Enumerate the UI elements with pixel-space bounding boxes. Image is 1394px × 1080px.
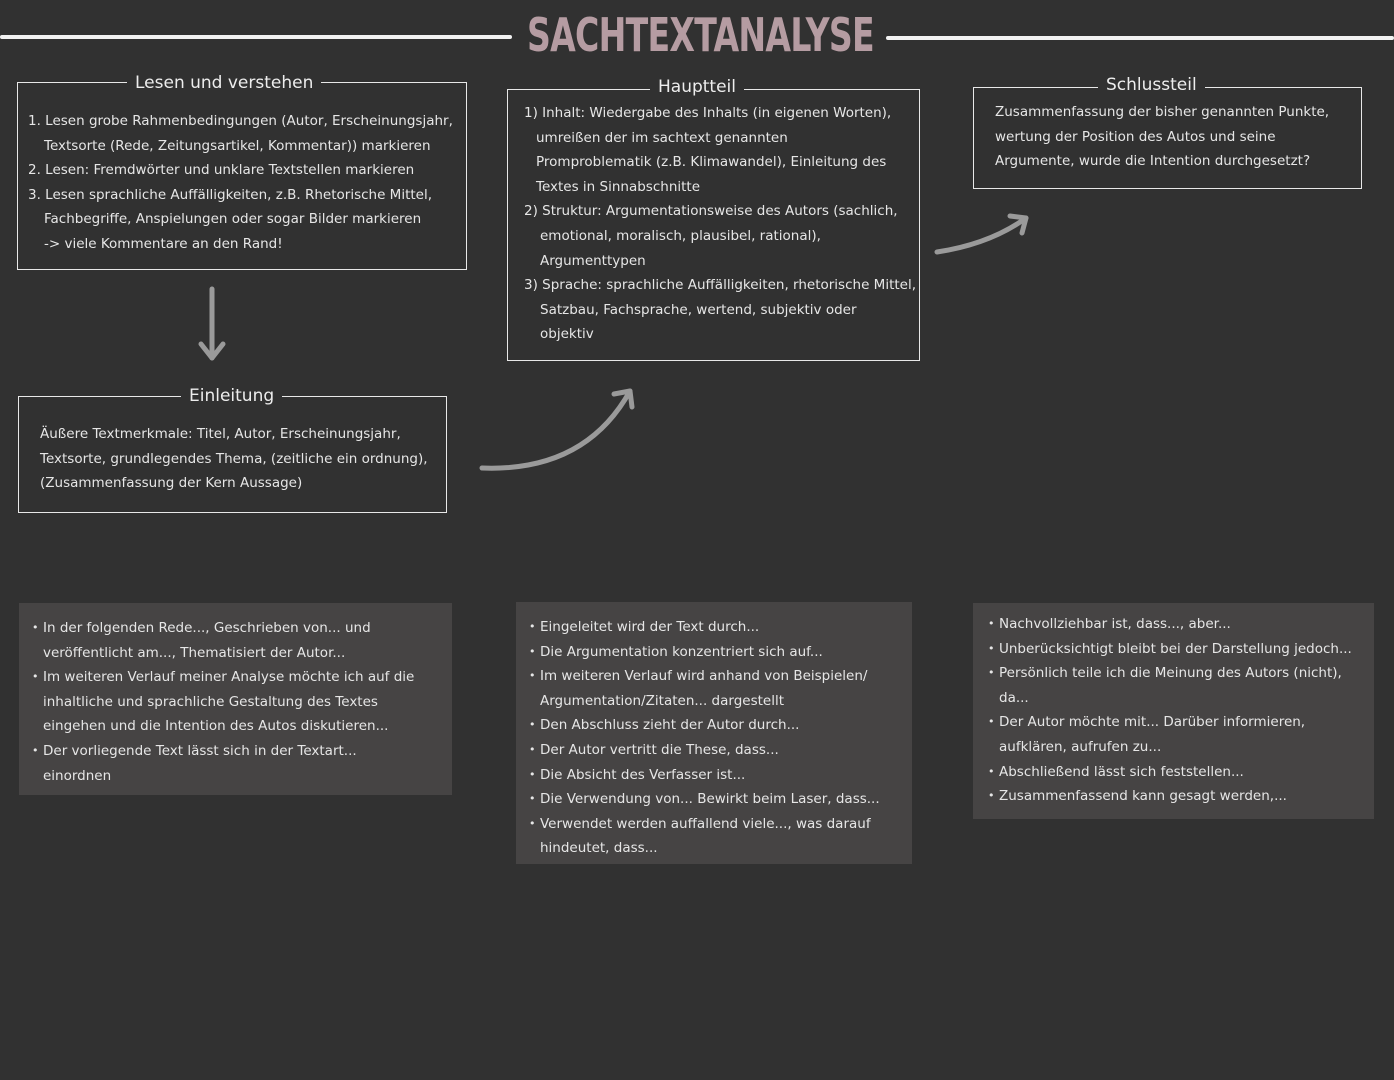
- phrase-line: inhaltliche und sprachliche Gestaltung des Textes: [43, 693, 378, 710]
- phrase-line: hindeutet, dass...: [540, 840, 658, 857]
- phrase-item: [32, 616, 452, 665]
- phrase-item: [32, 739, 452, 788]
- lesen-line-2: Textsorte (Rede, Zeitungsartikel, Kommentar)) markieren: [44, 137, 431, 154]
- schlussteil-line-1: Zusammenfassung der bisher genannten Punkte,: [995, 104, 1330, 120]
- phrase-line: eingehen und die Intention des Autos diskutieren...: [43, 718, 389, 735]
- card-einleitung-phrases: [19, 603, 452, 795]
- phrase-line: da...: [999, 689, 1029, 706]
- phrase-line: • In der folgenden Rede..., Geschrieben von... und: [43, 620, 371, 636]
- phrase-item: [988, 784, 1374, 809]
- phrase-item: [529, 763, 912, 788]
- phrase-list: [988, 612, 1374, 809]
- phrase-line: Argumentation/Zitaten... dargestellt: [540, 692, 785, 709]
- page-title: SACHTEXTANALYSE: [527, 8, 874, 62]
- phrase-list: [529, 615, 912, 861]
- schlussteil-line-2: wertung der Position des Autos und seine: [995, 128, 1276, 145]
- phrase-line: • Den Abschluss zieht der Autor durch...: [540, 717, 800, 734]
- lesen-line-5: Fachbegriffe, Anspielungen oder sogar Bilder markieren: [44, 211, 422, 228]
- phrase-line: • Die Verwendung von... Bewirkt beim Laser, dass...: [540, 791, 880, 808]
- arrow-curve-up-icon: [482, 391, 632, 468]
- phrase-item: [988, 710, 1374, 759]
- phrase-line: • Der Autor möchte mit... Darüber informieren,: [999, 714, 1306, 731]
- phrase-line: • Eingeleitet wird der Text durch...: [540, 619, 760, 635]
- phrase-item: [988, 612, 1374, 637]
- phrase-line: • Unberücksichtigt bleibt bei der Darstellung jedoch...: [999, 640, 1352, 657]
- phrase-line: • Persönlich teile ich die Meinung des Autors (nicht),: [999, 665, 1342, 682]
- phrase-item: [529, 640, 912, 665]
- phrase-line: • Der Autor vertritt die These, dass...: [540, 741, 779, 758]
- box-einleitung-label: Einleitung: [181, 386, 282, 406]
- phrase-line: einordnen: [43, 767, 112, 784]
- phrase-line: aufklären, aufrufen zu...: [999, 738, 1162, 755]
- phrase-line: veröffentlicht am..., Thematisiert der Autor...: [43, 644, 346, 661]
- phrase-list: [32, 616, 452, 788]
- einleitung-line-3: (Zusammenfassung der Kern Aussage): [40, 475, 303, 492]
- box-hauptteil-label: Hauptteil: [650, 77, 744, 97]
- lesen-line-6: -> viele Kommentare an den Rand!: [44, 235, 283, 252]
- einleitung-line-1: Äußere Textmerkmale: Titel, Autor, Erscheinungsjahr,: [40, 426, 401, 442]
- phrase-item: [529, 615, 912, 640]
- phrase-item: [32, 665, 452, 739]
- box-lesen-label: Lesen und verstehen: [127, 73, 321, 93]
- phrase-line: • Der vorliegende Text lässt sich in der Textart...: [43, 742, 357, 759]
- hauptteil-line-3: Promproblematik (z.B. Klimawandel), Einleitung des: [536, 154, 887, 171]
- lesen-line-3: 2. Lesen: Fremdwörter und unklare Textstellen markieren: [28, 162, 415, 179]
- phrase-line: • Im weiteren Verlauf wird anhand von Beispielen/: [540, 668, 868, 685]
- einleitung-line-2: Textsorte, grundlegendes Thema, (zeitliche ein ordnung),: [40, 450, 428, 467]
- phrase-item: [529, 713, 912, 738]
- phrase-item: [988, 661, 1374, 710]
- phrase-line: • Verwendet werden auffallend viele..., was darauf: [540, 815, 871, 832]
- phrase-line: • Nachvollziehbar ist, dass..., aber...: [999, 616, 1231, 632]
- lesen-line-4: 3. Lesen sprachliche Auffälligkeiten, z.B. Rhetorische Mittel,: [28, 186, 433, 203]
- hauptteil-line-2: umreißen der im sachtext genannten: [536, 129, 788, 146]
- phrase-line: • Die Argumentation konzentriert sich auf...: [540, 643, 823, 660]
- phrase-line: • Im weiteren Verlauf meiner Analyse möchte ich auf die: [43, 669, 415, 686]
- hauptteil-line-9: Satzbau, Fachsprache, wertend, subjektiv oder: [540, 301, 857, 318]
- hauptteil-line-4: Textes in Sinnabschnitte: [536, 178, 701, 195]
- phrase-item: [529, 738, 912, 763]
- box-schlussteil-label: Schlussteil: [1098, 75, 1205, 95]
- lesen-line-1: 1. Lesen grobe Rahmenbedingungen (Autor, Erscheinungsjahr,: [28, 113, 453, 129]
- card-hauptteil-phrases: [516, 602, 912, 864]
- arrow-diagonal-icon: [937, 216, 1026, 252]
- arrow-down-icon: [201, 289, 223, 358]
- phrase-item: [529, 812, 912, 861]
- phrase-line: • Zusammenfassend kann gesagt werden,...: [999, 788, 1287, 805]
- phrase-item: [988, 637, 1374, 662]
- schlussteil-line-3: Argumente, wurde die Intention durchgesetzt?: [995, 153, 1311, 170]
- phrase-line: • Die Absicht des Verfasser ist...: [540, 766, 746, 783]
- hauptteil-line-6: emotional, moralisch, plausibel, rational),: [540, 227, 821, 244]
- phrase-item: [529, 664, 912, 713]
- phrase-item: [988, 760, 1374, 785]
- phrase-line: • Abschließend lässt sich feststellen...: [999, 763, 1244, 780]
- hauptteil-line-5: 2) Struktur: Argumentationsweise des Autors (sachlich,: [524, 203, 898, 220]
- hauptteil-line-7: Argumenttypen: [540, 252, 646, 269]
- phrase-item: [529, 787, 912, 812]
- hauptteil-line-8: 3) Sprache: sprachliche Auffälligkeiten, rhetorische Mittel,: [524, 277, 917, 294]
- hauptteil-line-10: objektiv: [540, 326, 594, 343]
- card-schlussteil-phrases: [973, 603, 1374, 819]
- hauptteil-line-1: 1) Inhalt: Wiedergabe des Inhalts (in eigenen Worten),: [524, 105, 892, 121]
